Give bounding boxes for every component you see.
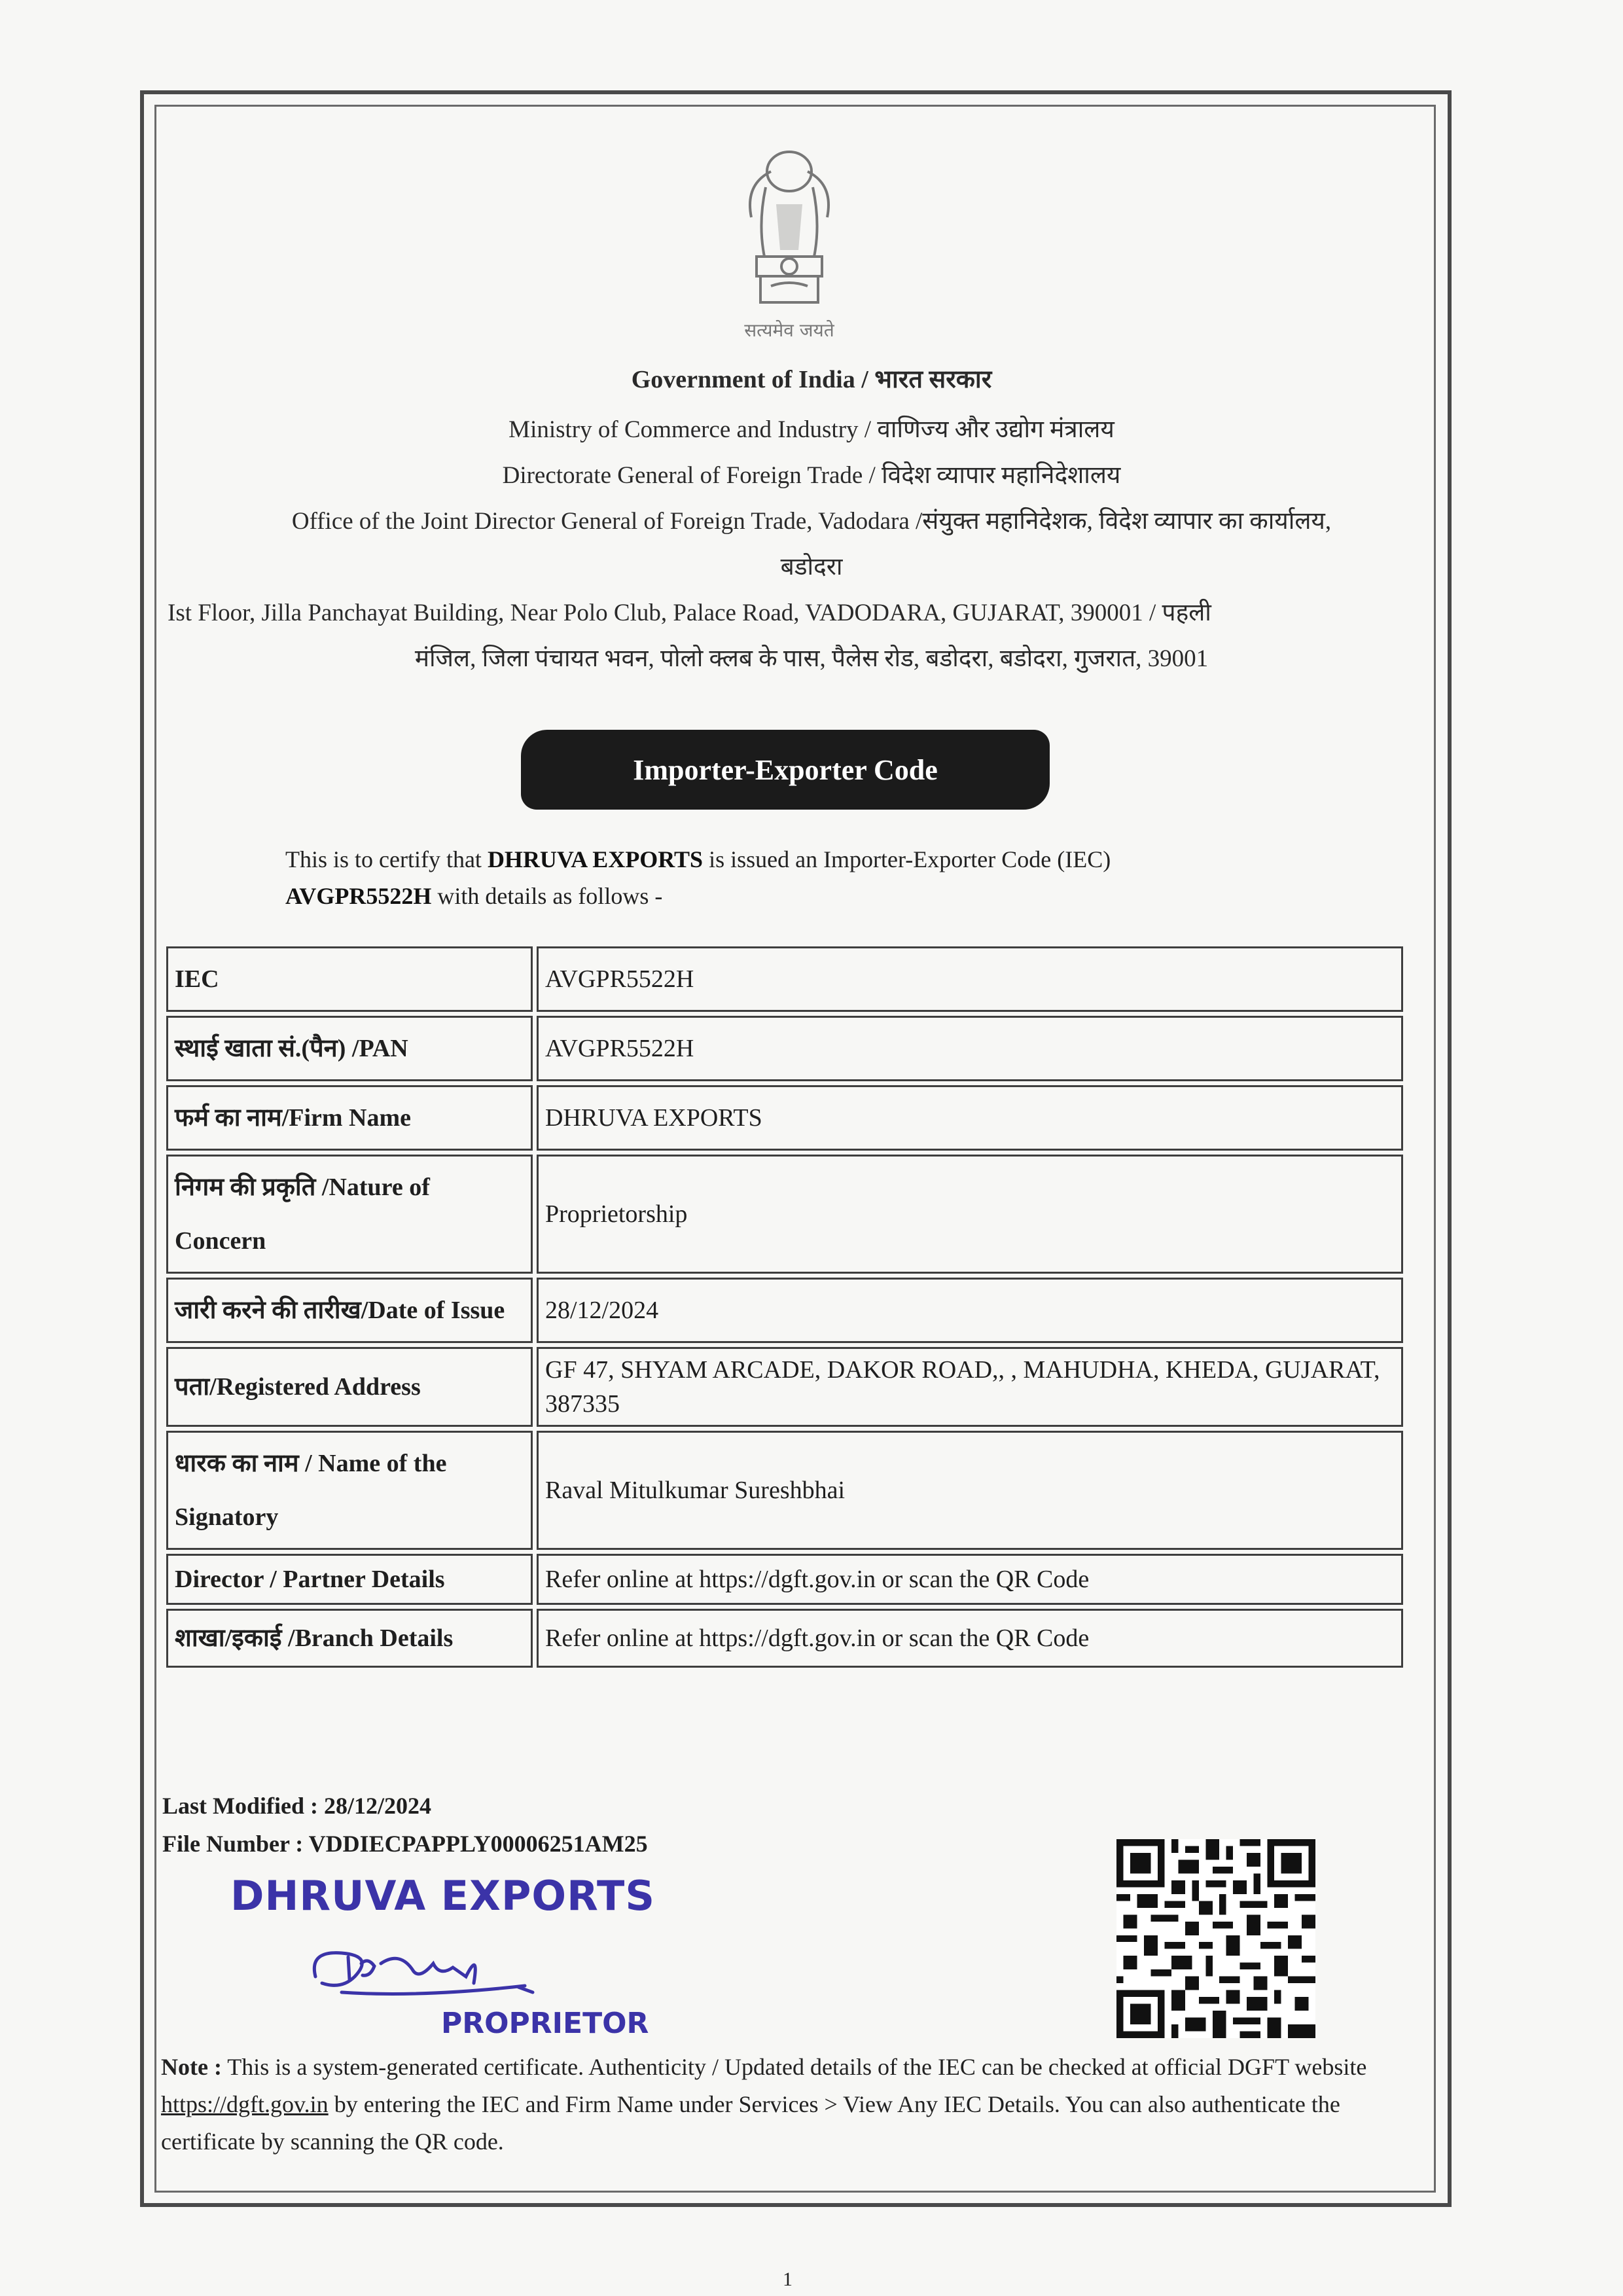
row-value: DHRUVA EXPORTS <box>537 1085 1403 1151</box>
table-row <box>166 1609 1403 1668</box>
row-value: 28/12/2024 <box>537 1278 1403 1343</box>
row-value: AVGPR5522H <box>537 946 1403 1012</box>
last-modified: Last Modified : 28/12/2024 <box>162 1793 431 1819</box>
office-line-2: बडोदरा <box>780 554 843 581</box>
cert-intro-mid: is issued an Importer-Exporter Code (IEC) <box>703 846 1111 872</box>
proprietor-stamp: PROPRIETOR <box>441 2007 649 2040</box>
iec-details-table <box>162 942 1407 1672</box>
cert-intro-suffix: with details as follows - <box>431 883 663 909</box>
row-value: Refer online at https://dgft.gov.in or scan the QR Code <box>537 1609 1403 1668</box>
cert-firm-name: DHRUVA EXPORTS <box>487 846 704 872</box>
ashoka-emblem-icon <box>725 145 853 348</box>
row-label: निगम की प्रकृति /Nature of Concern <box>166 1155 533 1274</box>
ministry-line: Ministry of Commerce and Industry / वाणिज्य और उद्योग मंत्रालय <box>508 416 1115 443</box>
cert-intro-prefix: This is to certify that <box>285 846 488 872</box>
qr-code-icon[interactable] <box>1116 1839 1315 2038</box>
office-line-1: Office of the Joint Director General of Foreign Trade, Vadodara /संयुक्त महानिदेशक, विदेश व्यापार का कार्यालय, <box>291 508 1332 535</box>
row-value: Refer online at https://dgft.gov.in or scan the QR Code <box>537 1554 1403 1605</box>
dgft-website-link[interactable]: https://dgft.gov.in <box>161 2091 329 2117</box>
row-label: पता/Registered Address <box>166 1347 533 1427</box>
row-value: GF 47, SHYAM ARCADE, DAKOR ROAD,, , MAHUDHA, KHEDA, GUJARAT, 387335 <box>537 1347 1403 1427</box>
page-number: 1 <box>783 2269 793 2290</box>
cert-iec-code: AVGPR5522H <box>285 883 432 909</box>
table-row <box>166 1016 1403 1081</box>
note-label: Note : <box>161 2054 222 2080</box>
footer-note <box>161 2049 1391 2161</box>
row-label: जारी करने की तारीख/Date of Issue <box>166 1278 533 1343</box>
note-text-1: This is a system-generated certificate. Authenticity / Updated details of the IEC can be checked at official DGFT website <box>221 2054 1367 2080</box>
signature-image <box>302 1937 551 2003</box>
table-row <box>166 1431 1403 1550</box>
row-label: धारक का नाम / Name of the Signatory <box>166 1431 533 1550</box>
table-row <box>166 1347 1403 1427</box>
table-row <box>166 1554 1403 1605</box>
row-value: Raval Mitulkumar Sureshbhai <box>537 1431 1403 1550</box>
row-value: AVGPR5522H <box>537 1016 1403 1081</box>
note-text-2: by entering the IEC and Firm Name under Services > View Any IEC Details. You can also authenticate the certificate by scanning the QR code. <box>161 2091 1340 2155</box>
row-label: स्थाई खाता सं.(पैन) /PAN <box>166 1016 533 1081</box>
firm-stamp: DHRUVA EXPORTS <box>230 1872 655 1920</box>
government-title: Government of India / भारत सरकार <box>631 366 992 393</box>
table-row <box>166 946 1403 1012</box>
row-label: शाखा/इकाई /Branch Details <box>166 1609 533 1668</box>
table-row <box>166 1155 1403 1274</box>
file-number: File Number : VDDIECPAPPLY00006251AM25 <box>162 1831 648 1857</box>
row-label: Director / Partner Details <box>166 1554 533 1605</box>
table-row <box>166 1085 1403 1151</box>
emblem-motto: सत्यमेव जयते <box>744 319 834 341</box>
certificate-statement <box>285 841 1332 914</box>
office-address-line-2: मंजिल, जिला पंचायत भवन, पोलो क्लब के पास, पैलेस रोड, बडोदरा, बडोदरा, गुजरात, 39001 <box>414 645 1209 672</box>
office-address-line-1: Ist Floor, Jilla Panchayat Building, Near Polo Club, Palace Road, VADODARA, GUJARAT, 390001 / पहली <box>168 600 1211 626</box>
row-value: Proprietorship <box>537 1155 1403 1274</box>
row-label: फर्म का नाम/Firm Name <box>166 1085 533 1151</box>
certificate-title: Importer-Exporter Code <box>521 730 1050 810</box>
directorate-line: Directorate General of Foreign Trade / विदेश व्यापार महानिदेशालय <box>502 462 1121 489</box>
row-label: IEC <box>166 946 533 1012</box>
table-row <box>166 1278 1403 1343</box>
